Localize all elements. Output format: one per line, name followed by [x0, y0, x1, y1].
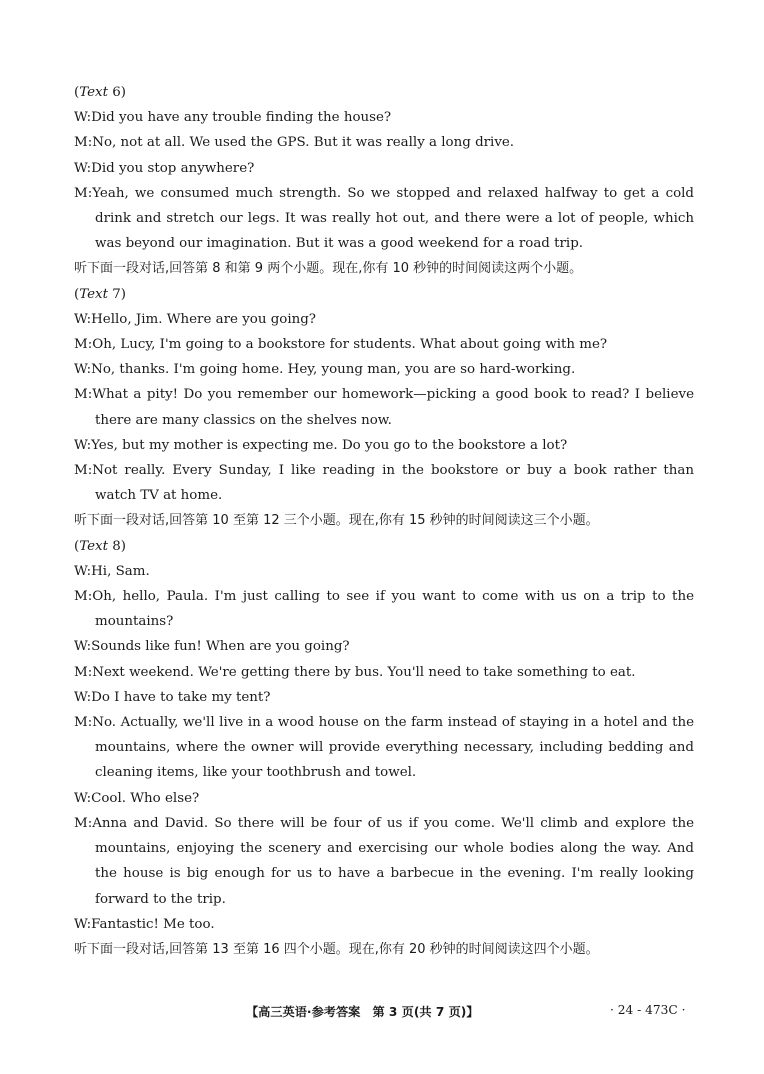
speaker-label: W:	[74, 362, 92, 378]
listening-instruction: 听下面一段对话,回答第 13 至第 16 四个小题。现在,你有 20 秒钟的时间阅读这四个小题。	[74, 941, 599, 957]
utterance-text: Hi, Sam.	[91, 563, 150, 579]
speaker-label: M:	[74, 715, 93, 731]
utterance-text: Anna and David. So there will be four of us if you come. We'll climb and explore the mountains, enjoying the scenery and exercising our whole bodies along the way. And the house is big enough for us to have a barbecue in the evening. I'm really looking forward to the trip.	[92, 815, 694, 907]
dialogue-line	[74, 634, 694, 659]
dialogue-line	[74, 458, 694, 508]
utterance-text: Did you stop anywhere?	[91, 160, 255, 176]
dialogue-line	[74, 130, 694, 155]
footer-doc-code: · 24 - 473C ·	[610, 1003, 686, 1017]
section-label-text8: (Text 8)	[74, 538, 126, 554]
speaker-label: W:	[74, 790, 92, 806]
utterance-text: Fantastic! Me too.	[91, 916, 215, 932]
footer-page-info: 【高三英语·参考答案 第 3 页(共 7 页)】	[246, 1005, 479, 1019]
speaker-label: W:	[74, 916, 92, 932]
dialogue-line	[74, 156, 694, 181]
speaker-label: W:	[74, 311, 92, 327]
dialogue-line	[74, 786, 694, 811]
speaker-label: M:	[74, 337, 93, 353]
utterance-text: Hello, Jim. Where are you going?	[91, 311, 316, 327]
speaker-label: M:	[74, 589, 93, 605]
dialogue-line	[74, 710, 694, 786]
speaker-label: M:	[74, 664, 93, 680]
utterance-text: What a pity! Do you remember our homework—picking a good book to read? I believe there are many classics on the shelves now.	[92, 387, 694, 428]
utterance-text: Next weekend. We're getting there by bus. You'll need to take something to eat.	[92, 664, 636, 680]
section-label-text6: (Text 6)	[74, 85, 126, 100]
listening-instruction: 听下面一段对话,回答第 10 至第 12 三个小题。现在,你有 15 秒钟的时间阅读这三个小题。	[74, 513, 599, 529]
listening-instruction: 听下面一段对话,回答第 8 和第 9 两个小题。现在,你有 10 秒钟的时间阅读这两个小题。	[74, 261, 583, 277]
speaker-label: M:	[74, 463, 93, 479]
speaker-label: M:	[74, 387, 93, 403]
utterance-text: Not really. Every Sunday, I like reading in the bookstore or buy a book rather than watch TV at home.	[92, 463, 694, 504]
dialogue-line	[74, 307, 694, 332]
utterance-text: Yeah, we consumed much strength. So we stopped and relaxed halfway to get a cold drink and stretch our legs. It was really hot out, and there were a lot of people, which was beyond our imagination. But it was a good weekend for a road trip.	[92, 185, 694, 252]
dialogue-line	[74, 559, 694, 584]
dialogue-line	[74, 660, 694, 685]
speaker-label: W:	[74, 110, 92, 126]
speaker-label: M:	[74, 185, 93, 201]
utterance-text: Sounds like fun! When are you going?	[91, 639, 350, 655]
dialogue-line	[74, 332, 694, 357]
speaker-label: W:	[74, 689, 92, 705]
page-footer	[0, 1003, 764, 1027]
dialogue-content	[74, 80, 694, 962]
utterance-text: No. Actually, we'll live in a wood house on the farm instead of staying in a hotel and the mountains, where the owner will provide everything necessary, including bedding and cleaning items, like your toothbrush and towel.	[92, 715, 694, 781]
dialogue-line	[74, 685, 694, 710]
section-label-text7: (Text 7)	[74, 286, 126, 302]
dialogue-line	[74, 433, 694, 458]
utterance-text: Did you have any trouble finding the house?	[91, 110, 392, 126]
speaker-label: W:	[74, 563, 92, 579]
dialogue-line	[74, 181, 694, 257]
speaker-label: M:	[74, 815, 93, 831]
dialogue-line	[74, 811, 694, 912]
utterance-text: Do I have to take my tent?	[91, 689, 271, 705]
utterance-text: Oh, hello, Paula. I'm just calling to see if you want to come with us on a trip to the mountains?	[92, 589, 694, 630]
dialogue-line	[74, 382, 694, 432]
dialogue-line	[74, 584, 694, 634]
speaker-label: M:	[74, 135, 93, 151]
utterance-text: Oh, Lucy, I'm going to a bookstore for students. What about going with me?	[92, 337, 608, 353]
speaker-label: W:	[74, 160, 92, 176]
dialogue-line	[74, 912, 694, 937]
utterance-text: No, not at all. We used the GPS. But it was really a long drive.	[92, 135, 515, 151]
speaker-label: W:	[74, 437, 92, 453]
utterance-text: No, thanks. I'm going home. Hey, young man, you are so hard-working.	[91, 362, 576, 378]
utterance-text: Yes, but my mother is expecting me. Do you go to the bookstore a lot?	[91, 437, 568, 453]
dialogue-line	[74, 105, 694, 130]
speaker-label: W:	[74, 639, 92, 655]
dialogue-line	[74, 357, 694, 382]
utterance-text: Cool. Who else?	[91, 790, 200, 806]
